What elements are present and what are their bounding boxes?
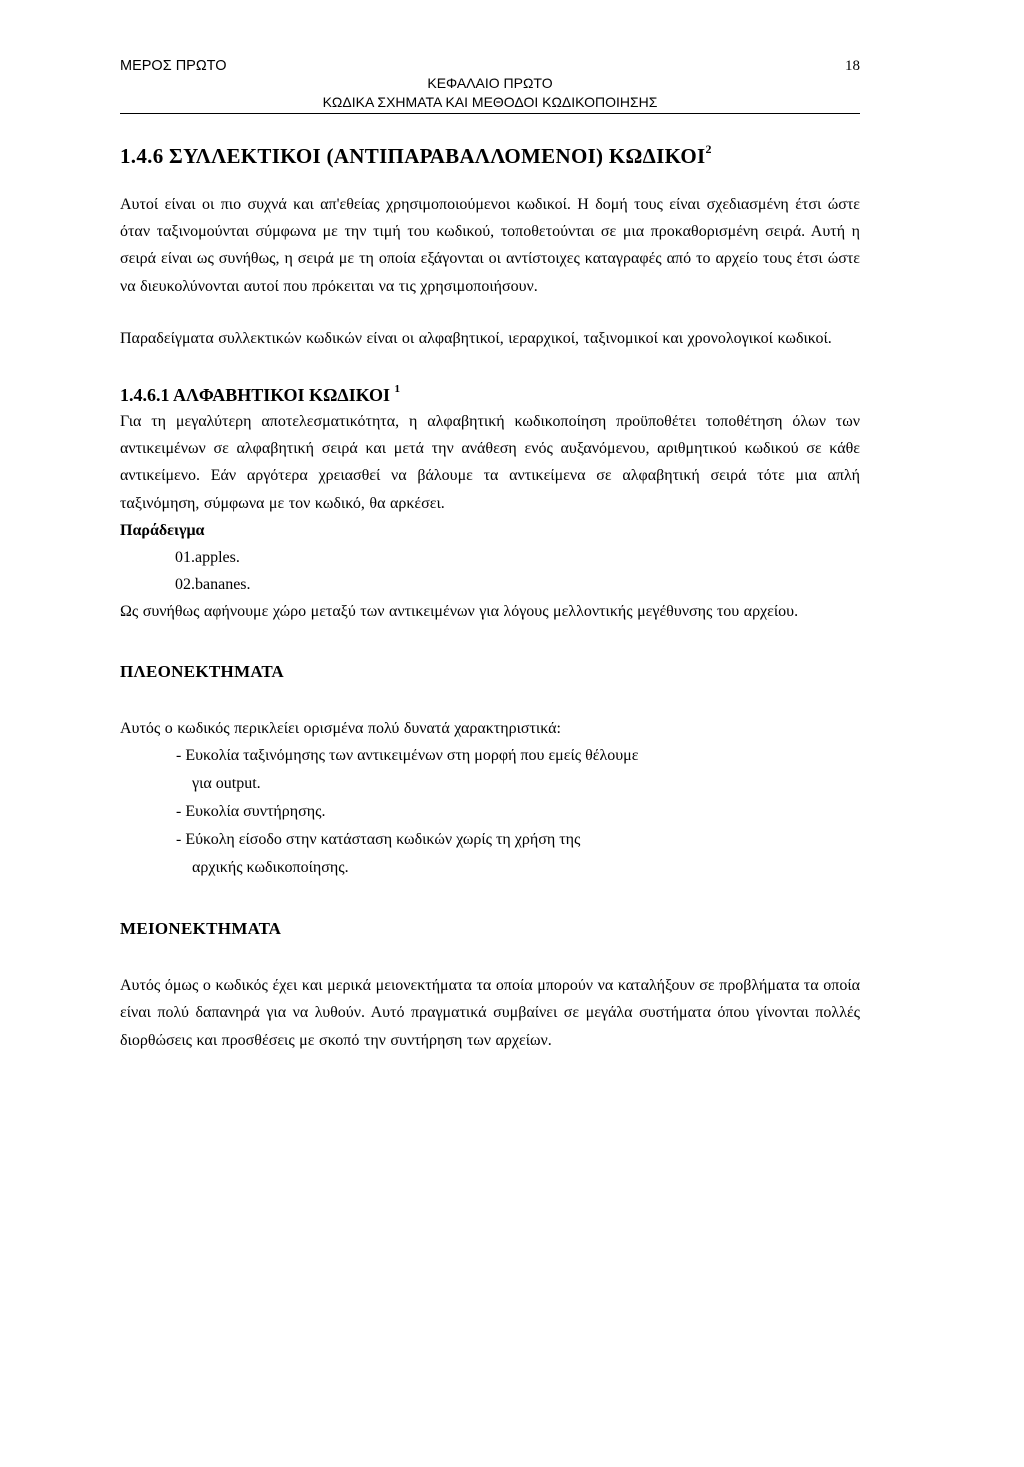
section-title-text: 1.4.6 ΣΥΛΛΕΚΤΙΚΟΙ (ΑΝΤΙΠΑΡΑΒΑΛΛΟΜΕΝΟΙ) ΚΩΔΙΚΟΙ xyxy=(120,144,706,168)
header-rule xyxy=(120,113,860,114)
example-item: 01.apples. xyxy=(175,548,240,566)
example-item: 02.bananes. xyxy=(175,575,251,593)
advantages-heading: ΠΛΕΟΝΕΚΤΗΜΑΤΑ xyxy=(120,662,284,682)
section-title xyxy=(120,138,860,169)
advantages-list xyxy=(120,742,860,882)
page-number: 18 xyxy=(845,58,860,74)
advantages-intro: Αυτός ο κωδικός περικλείει ορισμένα πολύ δυνατά χαρακτηριστικά: xyxy=(120,720,561,738)
subsection-paragraph: Για τη μεγαλύτερη αποτελεσματικότητα, η αλφαβητική κωδικοποίηση προϋποθέτει τοποθέτηση όλων των αντικειμένων σε αλφαβητική σειρά και μετά την ανάθεση ενός αυξανόμενου, αριθμητικού κωδικού σε κάθε αντικείμενο. Εάν αργότερα χρειασθεί να βάλουμε τα αντικείμενα σε αλφαβητική σειρά τότε μια απλή ταξινόμηση, σύμφωνα με τον κωδικό, θα αρκέσει. xyxy=(120,413,860,512)
list-item-continuation: για output. xyxy=(192,775,261,793)
chapter-label: ΚΕΦΑΛΑΙΟ ΠΡΩΤΟ xyxy=(427,75,553,91)
running-header xyxy=(120,58,860,80)
document-page xyxy=(120,58,860,1054)
disadvantages-heading: ΜΕΙΟΝΕΚΤΗΜΑΤΑ xyxy=(120,919,282,939)
list-item xyxy=(176,742,860,798)
chapter-title: ΚΩΔΙΚΑ ΣΧΗΜΑΤΑ ΚΑΙ ΜΕΘΟΔΟΙ ΚΩΔΙΚΟΠΟΙΗΣΗΣ xyxy=(322,94,658,110)
subsection-closing: Ως συνήθως αφήνουμε χώρο μεταξύ των αντικειμένων για λόγους μελλοντικής μεγέθυνσης του αρχείου. xyxy=(120,602,799,620)
section-footnote-mark: 2 xyxy=(705,142,712,156)
disadvantages-paragraph: Αυτός όμως ο κωδικός έχει και μερικά μειονεκτήματα τα οποία μπορούν να καταλήξουν σε προβλήματα τα οποία είναι πολύ δαπανηρά για να λυθούν. Αυτό πραγματικά συμβαίνει σε μεγάλα συστήματα όπου γίνονται πολλές διορθώσεις και προσθέσεις με σκοπό την συντήρηση των αρχείων. xyxy=(120,977,860,1049)
subsection-footnote-mark: 1 xyxy=(394,383,400,396)
section-paragraph-2: Παραδείγματα συλλεκτικών κωδικών είναι οι αλφαβητικοί, ιεραρχικοί, ταξινομικοί και χρονολογικοί κωδικοί. xyxy=(120,329,832,347)
example-label: Παράδειγμα xyxy=(120,521,205,539)
subsection-title xyxy=(120,378,860,408)
list-item xyxy=(176,798,860,826)
list-item-text: - Ευκολία συντήρησης. xyxy=(176,803,326,821)
list-item-text: - Εύκολη είσοδο στην κατάσταση κωδικών χωρίς τη χρήση της xyxy=(176,831,581,849)
section-paragraph-1: Αυτοί είναι οι πιο συχνά και απ'εθείας χρησιμοποιούμενοι κωδικοί. Η δομή τους είναι σχεδιασμένη έτσι ώστε όταν ταξινομούνται σύμφωνα με την τιμή του κωδικού, τοποθετούνται σε μια προκαθορισμένη σειρά. Αυτή η σειρά είναι ως συνήθως, η σειρά με τη οποία εξάγονται οι αντίστοιχες καταγραφές από το αρχείο τους έτσι ώστε να διευκολύνονται αυτοί που πρόκειται να τις χρησιμοποιήσουν. xyxy=(120,196,860,295)
list-item xyxy=(176,826,860,882)
list-item-continuation: αρχικής κωδικοποίησης. xyxy=(192,859,349,877)
part-label: ΜΕΡΟΣ ΠΡΩΤΟ xyxy=(120,58,227,74)
list-item-text: - Ευκολία ταξινόμησης των αντικειμένων στη μορφή που εμείς θέλουμε xyxy=(176,747,639,765)
subsection-title-text: 1.4.6.1 ΑΛΦΑΒΗΤΙΚΟΙ ΚΩΔΙΚΟΙ xyxy=(120,385,390,406)
